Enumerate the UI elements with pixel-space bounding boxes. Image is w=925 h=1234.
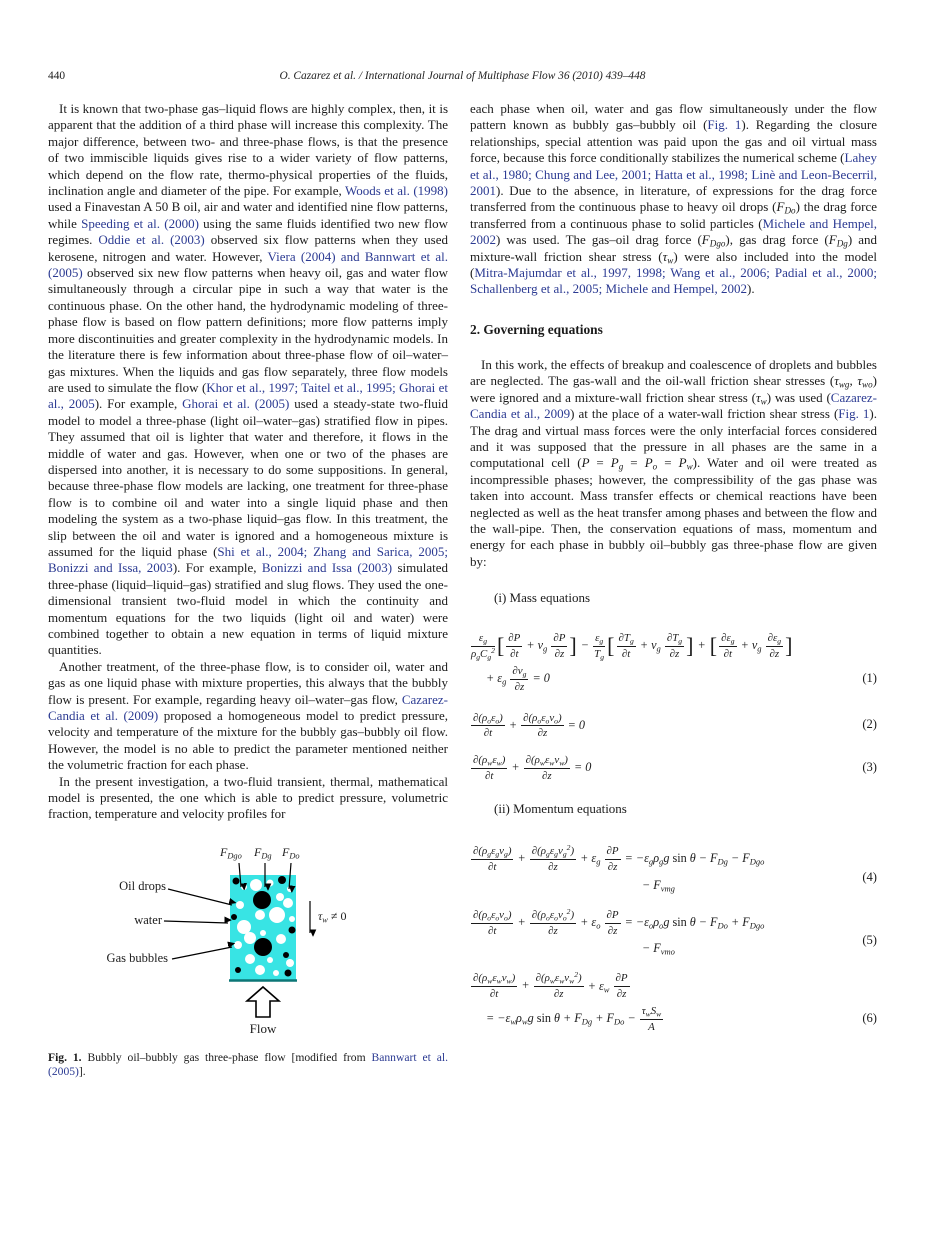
force-label-fdo: $F_{Do}$ [282,844,300,861]
left-column [48,101,448,1080]
force-label-fdg: $F_{Dg}$ [254,844,272,861]
equation-number: (3) [862,760,877,775]
citation-link[interactable]: Fig. 1 [707,117,742,133]
mass-equations-label: (i) Mass equations [494,590,591,606]
momentum-equations-label: (ii) Momentum equations [494,801,627,817]
equation-5: $\frac{\partial(\rho_o\varepsilon_ov_o)}{\partial t}$ + $\frac{\partial(\rho_o\varepsilon_ov_o^2)}{\partial z}$ + $\varepsilon_o$ $\frac{\partial P}{\partial z}$ = $-\varepsilon_o\rho_og$ $\sin \theta - F_{Do} + F_{Dgo}$ − $F_{vmo}$ (5) [473,906,877,958]
oil-drops-pointer [168,889,232,905]
paragraph: It is known that two-phase gas–liquid flows are highly complex, then, it is apparent that the addition of a third phase will increase this complexity. The major difference, between two- and three-phase flows, is that the presence of two immiscible liquids gives rise to a wider variety of flow patterns, which depend on the flow rate, thermo-physical properties of the fluids, inclination angle and diameter of the pipe. For example, Woods et al. (1998) used a Finavestan A 50 B oil, air and water and identified nine flow patterns, while Speeding et al. (2000) using the same fluids identified two new flow regimes. Oddie et al. (2003) observed six flow patterns when they used kerosene, nitrogen and water. However, Viera (2004) and Bannwart et al. (2005) observed six new flow patterns when heavy oil, gas and water flow simultaneously through a circular pipe in such a way that water is the continuous phase. On the other hand, the hydrodynamic modeling of three-phase flow is based on flow pattern definitions; more flow patterns imply more discontinuities and greater complexity in the hydrodynamic models. In the literature there is few information about three-phase flow of oil–water–gas mixtures. When the liquids and gas flow separately, three flow models are used to simulate the flow (Khor et al., 1997; Taitel et al., 1995; Ghorai et al., 2005). For example, Ghorai et al. (2005) used a steady-state two-fluid model to model a three-phase (light oil–water–gas) stratified flow in pipes. They assumed that oil is lighter that water and therefore, it flows in the middle of water and gas. However, when one or two of the phases are dispersed into another, it is necessary to do some suppositions. In general, because three-phase flow models are lacking, one treatment for three-phase flow is to combine oil and water into a single liquid phase and then modeling the system as a two-phase liquid–gas flow. In this treatment, the slip between the oil and water is ignored and a homogeneous mixture is assumed for the liquid phase (Shi et al., 2004; Zhang and Sarica, 2005; Bonizzi and Issa, 2003). For example, Bonizzi and Issa (2003) simulated three-phase (liquid–liquid–gas) stratified and slug flows. They used the one-dimensional transient two-fluid model in which the continuity and momentum equations for the two liquids (light oil and water) were combined together to obtain a new equation in terms of liquid mixture quantities. [48,101,449,658]
page-number: 440 [48,70,66,82]
inline-math: $F_{Dgo}$ [701,232,726,249]
water-label: water [134,912,162,927]
equation-2: $\frac{\partial(\rho_o\varepsilon_o)}{\partial t}$ + $\frac{\partial(\rho_o\varepsilon_ov_o)}{\partial z}$ = 0 (2) [473,711,877,740]
citation-link[interactable]: Speeding et al. (2000) [81,215,199,231]
figure-1-caption: Fig. 1. Bubbly oil–bubbly gas three-phase flow [modified from Bannwart et al. (2005)]. [48,1050,448,1079]
citation-link[interactable]: Woods et al. (1998) [345,183,448,199]
tau-label: $\tau_w \ne 0$ [318,908,347,925]
inline-math: $P = P_g = P_o = P_w$ [581,455,693,473]
equation-3: $\frac{\partial(\rho_w\varepsilon_w)}{\partial t}$ + $\frac{\partial(\rho_w\varepsilon_wv_w)}{\partial z}$ = 0 (3) [473,754,877,783]
equation-4: $\frac{\partial(\rho_g\varepsilon_gv_g)}{\partial t}$ + $\frac{\partial(\rho_g\varepsilon_gv_g^2)}{\partial z}$ + $\varepsilon_g$ $\frac{\partial P}{\partial z}$ = $-\varepsilon_g\rho_gg$ $\sin \theta - F_{Dg} - F_{Dgo}$ − $F_{vmg}$ (4) [473,843,877,894]
equation-number: (1) [862,670,877,685]
inline-math: $\tau_{wg}$, $\tau_{wo}$ [834,373,873,390]
equation-number: (5) [862,933,877,948]
citation-link[interactable]: Bonizzi and Issa (2003) [261,560,393,576]
citation-link[interactable]: Shi et al., 2004; Zhang and Sarica, 2005; Bonizzi and Issa, 2003 [48,543,448,576]
equation-1: $\frac{\varepsilon_g}{\rho_gC_g^2}$ [ $\frac{\partial P}{\partial t}$ + $v_g$ $\frac{\partial P}{\partial z}$ ] − $\frac{\varepsilon_g}{T_g}$ [ $\frac{\partial T_g}{\partial t}$ + $v_g$ $\frac{\partial T_g}{\partial z}$ ] + [ $\frac{\partial\varepsilon_g}{\partial t}$ + $v_g$ $\frac{\partial\varepsilon_g}{\partial z}$ ] + $\varepsilon_g$ $\frac{\partial v_g}{\partial z}$ = 0 (1) [471,632,877,693]
two-column-body [48,101,877,1080]
right-column [470,101,877,1080]
citation-link[interactable]: Khor et al., 1997; Taitel et al., 1995; Ghorai et al., 2005 [48,379,449,412]
governing-equations-paragraphs [470,357,877,570]
citation-link[interactable]: Ghorai et al. (2005) [182,396,290,412]
citation-link[interactable]: Cazarez-Candia et al. (2009) [48,691,448,724]
gas-bubbles-label: Gas bubbles [106,950,168,965]
citation-link[interactable]: Michele and Hempel, 2002 [470,215,878,248]
page-header [48,70,877,86]
section-heading: 2. Governing equations [470,321,603,337]
equation-6: $\frac{\partial(\rho_w\varepsilon_wv_w)}{\partial t}$ + $\frac{\partial(\rho_w\varepsilon_wv_w^2)}{\partial z}$ + $\varepsilon_w$ $\frac{\partial P}{\partial z}$ = $-\varepsilon_w\rho_wg$ $\sin \theta + F_{Dg} + F_{Do}$ − $\frac{\tau_wS_w}{A}$ (6) [473,970,877,1034]
citation-link[interactable]: Fig. 1 [838,406,870,422]
paragraph: In the present investigation, a two-fluid transient, thermal, mathematical model is presented, the one which is able to predict pressure, volumetric fraction, temperature and velocity profiles for [48,773,448,822]
flow-arrow [247,987,279,1017]
running-head: O. Cazarez et al. / International Journal of Multiphase Flow 36 (2010) 439–448 [279,70,646,82]
paragraph: each phase when oil, water and gas flow simultaneously under the flow pattern known as bubbly gas–bubbly oil (Fig. 1). Regarding the closure relationships, special attention was paid upon the gas and oil virtual mass force, because this force conditionally stabilizes the numerical scheme (Lahey et al., 1980; Chung and Lee, 2001; Hatta et al., 1998; Linè and Leon-Becerril, 2001). Due to the absence, in literature, of expressions for the drag force transferred from the continuous phase to heavy oil drops $(F_{Do})$ the drag force transferred from a continuous phase to solid particles (Michele and Hempel, 2002) was used. The gas–oil drag force $(F_{Dgo})$, gas drag force $(F_{Dg})$ and mixture-wall friction shear stress $(\tau_w)$ were also included into the model (Mitra-Majumdar et al., 1997, 1998; Wang et al., 2006; Padial et al., 2000; Schallenberg et al., 2005; Michele and Hempel, 2002). [470,101,878,297]
gas-bubbles-pointer [172,947,232,959]
citation-link[interactable]: Oddie et al. (2003) [98,232,205,248]
force-label-fdgo: $F_{Dgo}$ [220,844,242,861]
citation-link[interactable]: Lahey et al., 1980; Chung and Lee, 2001; Hatta et al., 1998; Linè and Leon-Becerril, 2001 [470,150,877,199]
equation-number: (6) [862,1010,877,1025]
inline-math: $F_{Dg}$ [828,232,848,249]
flow-label: Flow [249,1020,277,1036]
citation-link[interactable]: Mitra-Majumdar et al., 1997, 1998; Wang et al., 2006; Padial et al., 2000; Schallenberg et al., 2005; Michele and Hempel, 2002 [470,265,877,297]
inline-math: $\tau_w$ [662,248,674,266]
paragraph: Another treatment, of the three-phase flow, is to consider oil, water and gas as one liquid phase with mixture properties, this always that the bubbly flow is present. For example, regarding heavy oil–water–gas flow, Cazarez-Candia et al. (2009) proposed a homogeneous model to predict pressure, velocity and temperature of the mixture for the bubbly gas–bubbly oil flow. However, the model is no able to predict the parameter mentioned neither the volumetric fraction for each phase. [48,658,449,773]
oil-drops-label: Oil drops [119,878,166,893]
paragraph: In this work, the effects of breakup and coalescence of droplets and bubbles are neglected. The gas-wall and the oil-wall friction shear stresses ($\tau_{wg}$, $\tau_{wo}$) were ignored and a mixture-wall friction shear stress $(\tau_w)$ was used (Cazarez-Candia et al., 2009) at the place of a water-wall friction shear stress (Fig. 1). The drag and virtual mass forces were the only interfacial forces considered and it was supposed that the pressure in all phases are the same in a computational cell $(P = P_g = P_o = P_w)$. Water and oil were treated as incompressible phases; however, the compressibility of the gas phase was taken into account. Mass transfer effects or chemical reactions have been neglected as well as the heat transfer among phases and between the flow and the wall-pipe. Then, the conservation equations of mass, momentum and energy for each phase in bubbly oil–bubbly gas three-phase flow are given by: [470,356,878,569]
figure-1-drawing [48,839,448,1039]
inline-math: $\tau_w$ [755,389,767,407]
equation-number: (4) [862,869,877,884]
figure-1 [48,839,448,1039]
continuation-paragraphs [470,101,877,298]
inline-math: $F_{Do}$ [776,199,796,217]
citation-link[interactable]: Bannwart et al. (2005) [48,1050,448,1079]
water-pointer [164,921,228,923]
equation-number: (2) [862,717,877,732]
citation-link[interactable]: Cazarez-Candia et al., 2009 [470,389,877,422]
intro-paragraphs [48,101,448,823]
citation-link[interactable]: Viera (2004) and Bannwart et al. (2005) [48,248,448,281]
